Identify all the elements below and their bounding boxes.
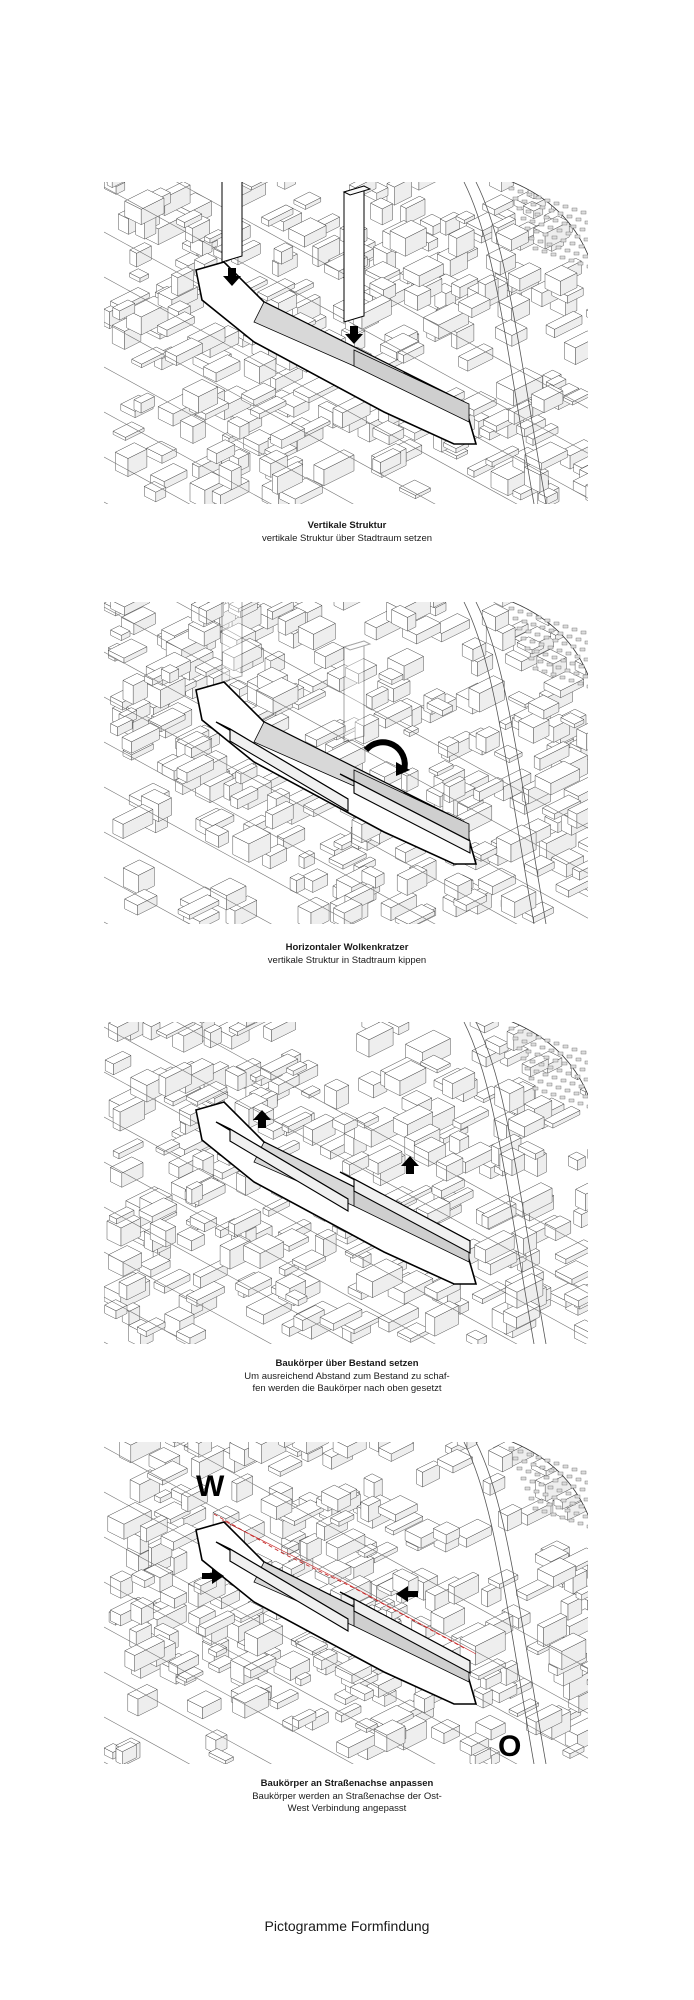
diagram-raise-above-existing bbox=[104, 1022, 588, 1344]
diagram-horizontal-skyscraper bbox=[104, 602, 588, 924]
caption-subtitle: Um ausreichend Abstand zum Bestand zu schaf- fen werden die Baukörper nach oben gesetzt bbox=[244, 1370, 450, 1394]
caption-title: Horizontaler Wolkenkratzer bbox=[285, 942, 409, 953]
page-title: Pictogramme Formfindung bbox=[264, 1918, 430, 1934]
caption-title: Baukörper an Straßenachse anpassen bbox=[260, 1778, 434, 1789]
caption-subtitle: vertikale Struktur in Stadtraum kippen bbox=[267, 954, 427, 966]
caption-subtitle: vertikale Struktur über Stadtraum setzen bbox=[261, 532, 433, 544]
caption-title: Vertikale Struktur bbox=[307, 520, 387, 531]
caption-title: Baukörper über Bestand setzen bbox=[275, 1358, 419, 1369]
east-label: O bbox=[498, 1730, 522, 1763]
caption-raise-above-existing bbox=[0, 1358, 694, 1396]
caption-subtitle: Baukörper werden an Straßenachse der Ost- West Verbindung angepasst bbox=[252, 1790, 442, 1814]
diagram-vertical-structure bbox=[104, 182, 588, 504]
city-axonometric bbox=[104, 182, 588, 504]
city-axonometric bbox=[104, 602, 588, 924]
city-axonometric bbox=[104, 1442, 588, 1764]
diagram-align-street-axis bbox=[104, 1442, 588, 1764]
city-axonometric bbox=[104, 1022, 588, 1344]
caption-horizontal-skyscraper bbox=[0, 942, 694, 967]
west-label: W bbox=[196, 1470, 225, 1503]
caption-align-street-axis bbox=[0, 1778, 694, 1816]
caption-vertical-structure bbox=[0, 520, 694, 545]
